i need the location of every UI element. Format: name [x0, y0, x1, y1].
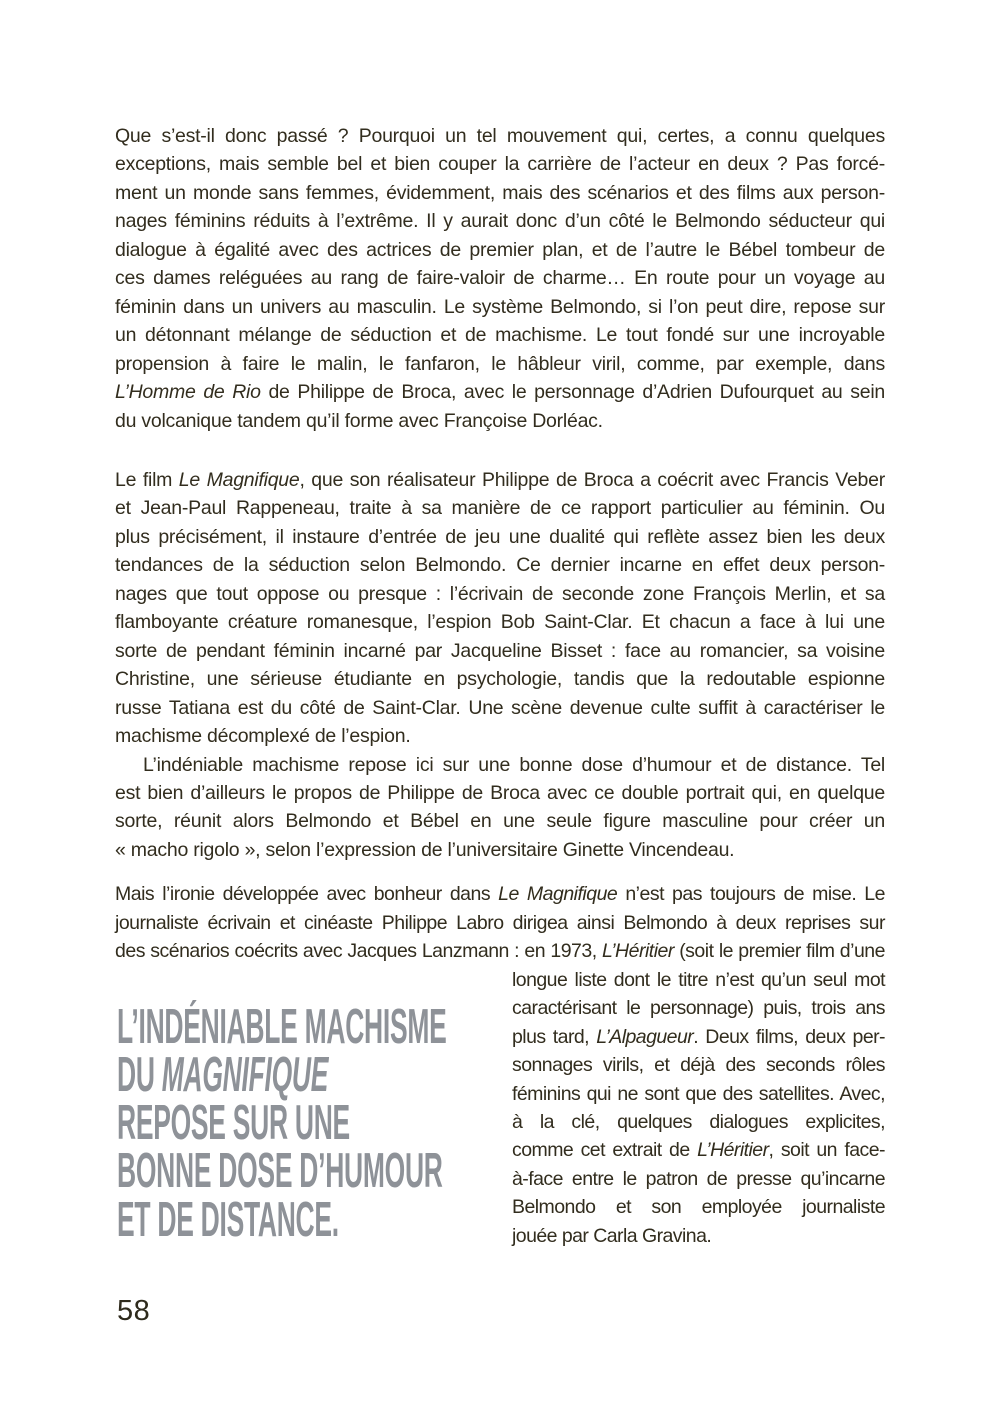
text-line: un détonnant mélange de séduction et de machisme. Le tout fondé sur une incroyable — [115, 324, 885, 347]
text-line: journaliste écrivain et cinéaste Philippe Labro dirigea ainsi Belmondo à deux reprises sur — [115, 911, 885, 934]
text-line: L’indéniable machisme repose ici sur une bonne dose d’humour et de distance. Tel — [143, 753, 885, 776]
text-line: Christine, une sérieuse étudiante en psychologie, tandis que la redoutable espionne — [115, 668, 885, 691]
text-line: L’INDÉNIABLE MACHISME — [117, 999, 447, 1054]
text-line: exceptions, mais semble bel et bien couper la carrière de l’acteur en deux ? Pas forcé- — [115, 153, 885, 176]
text-line: dialogue à égalité avec des actrices de premier plan, et de l’autre le Bébel tombeur de — [115, 238, 885, 261]
text-line: flamboyante créature romanesque, l’espion Bob Saint-Clar. Et chacun a face à lui une — [115, 611, 885, 634]
text-line: du volcanique tandem qu’il forme avec Françoise Dorléac. — [115, 409, 603, 432]
text-line: féminin dans un univers au masculin. Le système Belmondo, si l’on peut dire, repose sur — [115, 295, 885, 318]
body-paragraph-1 — [115, 122, 885, 435]
text-line: propension à faire le malin, le fanfaron, le hâbleur viril, comme, par exemple, dans — [115, 352, 885, 375]
text-line: nages que tout oppose ou presque : l’écrivain de seconde zone François Merlin, et sa — [115, 582, 885, 605]
text-line: « macho rigolo », selon l’expression de l’universitaire Ginette Vincendeau. — [115, 838, 735, 861]
text-line: DU MAGNIFIQUE — [117, 1047, 329, 1102]
text-line: caractérisant le personnage) puis, trois ans — [512, 997, 885, 1020]
text-line: à la clé, quelques dialogues explicites, — [512, 1110, 885, 1133]
text-line: L’Homme de Rio de Philippe de Broca, avec le personnage d’Adrien Dufourquet au sein — [115, 381, 885, 404]
text-line: ET DE DISTANCE. — [117, 1192, 339, 1247]
body-paragraph-2 — [115, 466, 885, 864]
text-line: plus précisément, il instaure d’entrée de jeu une dualité qui reflète assez bien les deux — [115, 525, 885, 548]
text-line: est bien d’ailleurs le propos de Philippe de Broca avec ce double portrait qui, en quelque — [115, 781, 885, 804]
text-line: longue liste dont le titre n’est qu’un seul mot — [512, 968, 885, 991]
text-line: Belmondo et son employée journaliste — [512, 1196, 885, 1219]
text-line: sonnages virils, et déjà des seconds rôles — [512, 1054, 885, 1077]
text-line: BONNE DOSE D’HUMOUR — [117, 1144, 443, 1199]
body-paragraph-3-column — [512, 966, 885, 1251]
text-line: jouée par Carla Gravina. — [512, 1224, 712, 1247]
pull-quote — [117, 999, 473, 1247]
text-line: et Jean-Paul Rappeneau, traite à sa manière de ce rapport particulier au féminin. Ou — [115, 497, 885, 520]
text-line: tendances de la séduction selon Belmondo. Ce dernier incarne en effet deux person- — [115, 554, 885, 577]
body-paragraph-3 — [115, 880, 885, 965]
text-line: comme cet extrait de L’Héritier, soit un face- — [512, 1139, 885, 1162]
text-line: russe Tatiana est du côté de Saint-Clar. Une scène devenue culte suffit à caractériser le — [115, 696, 885, 719]
text-line: plus tard, L’Alpagueur. Deux films, deux per- — [512, 1025, 886, 1048]
article-text — [115, 122, 885, 1250]
text-line: ment un monde sans femmes, évidemment, mais des scénarios et des films aux person- — [115, 181, 885, 204]
text-line: ces dames reléguées au rang de faire-valoir de charme… En route pour un voyage au — [115, 267, 885, 290]
text-line: sorte, réunit alors Belmondo et Bébel en une seule figure masculine pour créer un — [115, 810, 885, 833]
two-column-section — [115, 966, 885, 1251]
text-line: féminins qui ne sont que des satellites. Avec, — [512, 1082, 885, 1105]
page-number: 58 — [117, 1295, 151, 1327]
text-line: REPOSE SUR UNE — [117, 1096, 350, 1151]
text-line: des scénarios coécrits avec Jacques Lanzmann : en 1973, L’Héritier (soit le premier film d’une — [115, 940, 885, 963]
text-line: Que s’est-il donc passé ? Pourquoi un tel mouvement qui, certes, a connu quelques — [115, 125, 885, 147]
text-line: machisme décomplexé de l’espion. — [115, 725, 411, 748]
text-line: Mais l’ironie développée avec bonheur dans Le Magnifique n’est pas toujours de mise. Le — [115, 883, 885, 906]
text-line: Le film Le Magnifique, que son réalisateur Philippe de Broca a coécrit avec Francis Veber — [115, 468, 885, 491]
text-line: nages féminins réduits à l’extrême. Il y aurait donc d’un côté le Belmondo séducteur qui — [115, 210, 885, 233]
text-line: à-face entre le patron de presse qu’incarne — [512, 1167, 885, 1190]
text-line: sorte de pendant féminin incarné par Jacqueline Bisset : face au romancier, sa voisine — [115, 639, 885, 662]
